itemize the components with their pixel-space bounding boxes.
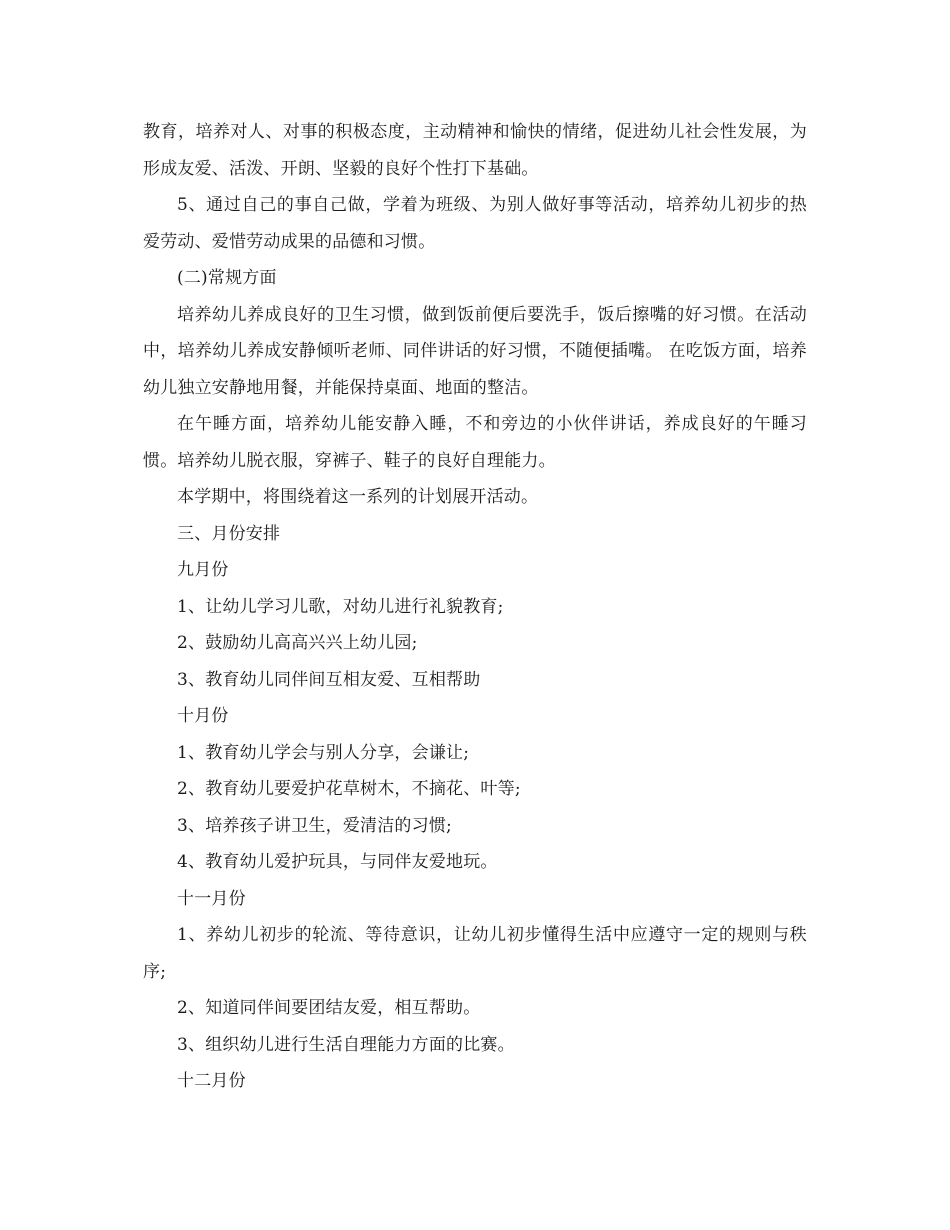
paragraph-item-5: 5、通过自己的事自己做，学着为班级、为别人做好事等活动，培养幼儿初步的热爱劳动、爱惜劳动成果的品德和习惯。 bbox=[143, 195, 807, 252]
section-heading-routine: (二)常规方面 bbox=[177, 268, 277, 288]
paragraph-nap-habits: 在午睡方面，培养幼儿能安静入睡，不和旁边的小伙伴讲话，养成良好的午睡习惯。培养幼儿脱衣服，穿裤子、鞋子的良好自理能力。 bbox=[143, 414, 807, 471]
month-heading-october: 十月份 bbox=[177, 706, 229, 726]
section-heading-monthly: 三、月份安排 bbox=[177, 523, 281, 544]
paragraph-education-goals: 教育，培养对人、对事的积极态度，主动精神和愉快的情绪，促进幼儿社会性发展，为形成友爱、活泼、开朗、坚毅的良好个性打下基础。 bbox=[143, 122, 807, 179]
list-item: 1、教育幼儿学会与别人分享，会谦让; bbox=[177, 742, 470, 763]
list-item: 3、培养孩子讲卫生，爱清洁的习惯; bbox=[177, 815, 452, 836]
paragraph-semester-plan: 本学期中，将围绕着这一系列的计划展开活动。 bbox=[177, 487, 539, 507]
list-item: 2、教育幼儿要爱护花草树木，不摘花、叶等; bbox=[177, 779, 521, 799]
document-body bbox=[143, 114, 807, 1100]
month-heading-november: 十一月份 bbox=[177, 888, 246, 909]
list-item: 3、教育幼儿同伴间互相友爱、互相帮助 bbox=[177, 669, 481, 690]
paragraph-hygiene-habits: 培养幼儿养成良好的卫生习惯，做到饭前便后要洗手，饭后擦嘴的好习惯。在活动中，培养幼儿养成安静倾听老师、同伴讲话的好习惯，不随便插嘴。 在吃饭方面，培养幼儿独立安静地用餐，并能保持桌面、地面的整洁。 bbox=[143, 304, 807, 398]
month-heading-september: 九月份 bbox=[177, 560, 229, 580]
list-item: 2、鼓励幼儿高高兴兴上幼儿园; bbox=[177, 633, 418, 653]
month-heading-december: 十二月份 bbox=[177, 1071, 246, 1091]
list-item: 3、组织幼儿进行生活自理能力方面的比赛。 bbox=[177, 1034, 515, 1055]
list-item: 1、养幼儿初步的轮流、等待意识，让幼儿初步懂得生活中应遵守一定的规则与秩序; bbox=[143, 925, 807, 982]
list-item: 1、让幼儿学习儿歌，对幼儿进行礼貌教育; bbox=[177, 596, 504, 617]
list-item: 4、教育幼儿爱护玩具，与同伴友爱地玩。 bbox=[177, 852, 498, 872]
list-item: 2、知道同伴间要团结友爱，相互帮助。 bbox=[177, 998, 481, 1018]
